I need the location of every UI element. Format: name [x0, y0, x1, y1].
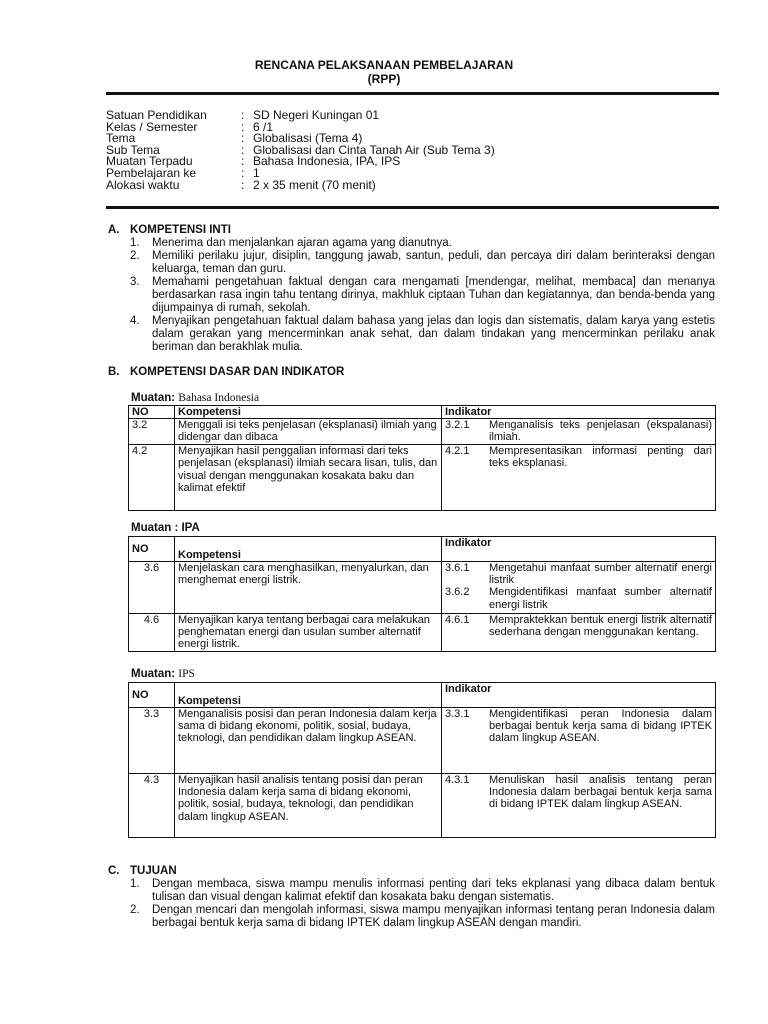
document-subtitle: (RPP)	[367, 72, 401, 86]
table-row: 4.3 Menyajikan hasil analisis tentang posisi dan peran Indonesia dalam kerja sama di bidang ekonomi, politik, sosial, budaya, teknologi, dan pendidikan dalam lingkup ASEAN. 4.3.1 Menuliskan hasil analisis tentang peran Indonesia dalam berbagai bentuk kerja sama di bidang IPTEK dalam lingkup ASEAN.	[129, 774, 716, 838]
section-b-heading: B. KOMPETENSI DASAR DAN INDIKATOR	[108, 366, 345, 378]
info-row: Kelas / Semester : 6 /1	[106, 119, 274, 134]
list-item: 1. Menerima dan menjalankan ajaran agama yang dianutnya.	[130, 237, 452, 249]
info-divider	[106, 206, 719, 209]
ipa-table	[128, 536, 716, 652]
table-row: 3.2 Menggali isi teks penjelasan (eksplanasi) ilmiah yang didengar dan dibaca 3.2.1 Menganalisis teks penjelasan (ekspalanasi) ilmiah.	[129, 419, 716, 445]
col-no: NO	[129, 537, 175, 562]
table-row: 3.6 Menjelaskan cara menghasilkan, menyalurkan, dan menghemat energi listrik. 3.6.1 Mengetahui manfaat sumber alternatif energi listrik 3.6.2 Mengidentifikasi manfaat sumber alternatif energi listrik	[129, 562, 716, 614]
info-row: Sub Tema : Globalisasi dan Cinta Tanah Air (Sub Tema 3)	[106, 142, 495, 157]
list-item: 2. Memiliki perilaku jujur, disiplin, tanggung jawab, santun, peduli, dan percaya diri dalam berinteraksi dengan keluarga, teman dan guru.	[130, 250, 715, 275]
list-item: 2. Dengan mencari dan mengolah informasi, siswa mampu menyajikan informasi tentang peran Indonesia dalam berbagai bentuk kerja sama di bidang IPTEK dalam lingkup ASEAN dengan mandiri.	[130, 904, 715, 929]
col-indikator: Indikator	[442, 406, 716, 419]
info-row: Muatan Terpadu : Bahasa Indonesia, IPA, IPS	[106, 154, 401, 169]
table-header-row	[129, 406, 716, 419]
table-header-row	[129, 683, 716, 708]
list-item: 4. Menyajikan pengetahuan faktual dalam bahasa yang jelas dan logis dan sistematis, dalam karya yang estetis dalam gerakan yang mencerminkan anak sehat, dan dalam tindakan yang mencerminkan perilaku anak beriman dan berakhlak mulia.	[130, 315, 715, 353]
table-header-row	[129, 537, 716, 562]
table-row: 4.6 Menyajikan karya tentang berbagai cara melakukan penghematan energi dan usulan sumber alternatif energi listrik. 4.6.1 Mempraktekkan bentuk energi listrik alternatif sederhana dengan menggunakan kentang.	[129, 614, 716, 652]
tujuan-list	[130, 878, 715, 930]
info-row: Alokasi waktu : 2 x 35 menit (70 menit)	[106, 177, 376, 192]
section-a-heading: A. KOMPETENSI INTI	[108, 224, 231, 236]
col-no: NO	[129, 683, 175, 708]
muatan-ipa-label: Muatan : IPA	[131, 522, 200, 534]
ips-table	[128, 682, 716, 838]
list-item: 3. Memahami pengetahuan faktual dengan cara mengamati [mendengar, melihat, membaca] dan menanya berdasarkan rasa ingin tahu tentang dirinya, makhluk ciptaan Tuhan dan kegiatannya, dan benda-benda yang dijumpainya di rumah, sekolah.	[130, 276, 715, 314]
identity-block	[106, 110, 495, 191]
info-row: Tema : Globalisasi (Tema 4)	[106, 131, 363, 146]
info-row: Pembelajaran ke : 1	[106, 165, 260, 180]
kompetensi-inti-list	[130, 237, 715, 354]
section-c-heading: C. TUJUAN	[108, 865, 177, 877]
col-indikator: Indikator	[442, 537, 716, 562]
muatan-ips-label: Muatan: IPS	[131, 668, 195, 680]
bahasa-table	[128, 405, 716, 511]
document-title: RENCANA PELAKSANAAN PEMBELAJARAN	[254, 58, 514, 72]
col-no: NO	[129, 406, 175, 419]
col-kompetensi: Kompetensi	[175, 537, 442, 562]
top-divider	[106, 92, 719, 95]
col-kompetensi: Kompetensi	[175, 683, 442, 708]
list-item: 1. Dengan membaca, siswa mampu menulis informasi penting dari teks ekplanasi yang dibaca dalam bentuk tulisan dan visual dengan kalimat efektif dan kosakata baku dengan sistematis.	[130, 878, 715, 903]
col-kompetensi: Kompetensi	[175, 406, 442, 419]
table-row: 3.3 Menganalisis posisi dan peran Indonesia dalam kerja sama di bidang ekonomi, politik, sosial, budaya, teknologi, dan pendidikan dalam lingkup ASEAN. 3.3.1 Mengidentifikasi peran Indonesia dalam berbagai bentuk kerja sama di bidang IPTEK dalam lingkup ASEAN.	[129, 708, 716, 774]
col-indikator: Indikator	[442, 683, 716, 708]
muatan-bahasa-label: Muatan: Bahasa Indonesia	[131, 392, 260, 404]
table-row: 4.2 Menyajikan hasil penggalian informasi dari teks penjelasan (eksplanasi) ilmiah secara lisan, tulis, dan visual dengan menggunakan kosakata baku dan kalimat efektif 4.2.1 Mempresentasikan informasi penting dari teks eksplanasi.	[129, 445, 716, 511]
info-row: Satuan Pendidikan : SD Negeri Kuningan 01	[106, 108, 380, 122]
